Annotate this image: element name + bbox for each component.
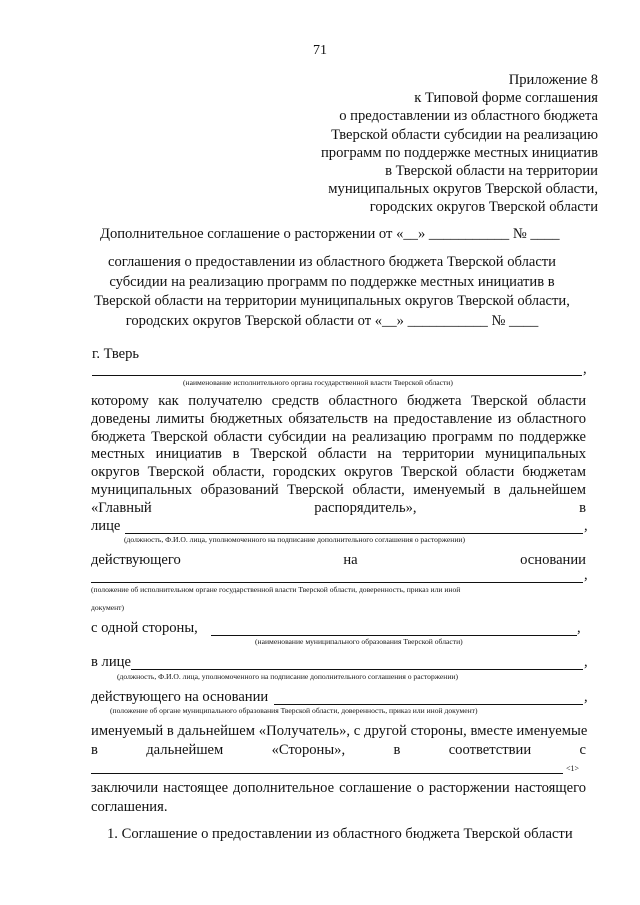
document-title: Дополнительное соглашение о расторжении от «__» ___________ № ____	[100, 226, 560, 242]
lice-label: лице	[91, 518, 121, 534]
concluded-line: соглашения.	[91, 799, 168, 815]
appendix-line: о предоставлении из областного бюджета	[339, 108, 598, 125]
glavny-row	[91, 500, 586, 517]
comma: ,	[584, 654, 588, 670]
document-subtitle	[82, 253, 582, 331]
appendix-line: в Тверской области на территории	[385, 163, 598, 180]
caption-basis-1: (положение об исполнительном органе государственной власти Тверской области, доверенность, приказ или иной	[91, 585, 461, 594]
parties-word: дальнейшем	[146, 742, 224, 758]
comma: ,	[584, 518, 588, 534]
glavny-word: в	[579, 500, 586, 516]
in-person-line	[131, 669, 583, 670]
parties-row	[91, 742, 586, 759]
comma: ,	[577, 620, 581, 636]
comma: ,	[584, 689, 588, 705]
comma: ,	[583, 361, 587, 377]
body-paragraph	[91, 393, 586, 500]
point-1: 1. Соглашение о предоставлении из областного бюджета Тверской области	[107, 826, 573, 842]
caption-municipality: (наименование муниципального образования Тверской области)	[255, 637, 463, 646]
appendix-line: программ по поддержке местных инициатив	[320, 144, 598, 161]
acting-basis-label: действующего на основании	[91, 689, 269, 705]
municipality-line	[211, 635, 577, 636]
caption-authority: (наименование исполнительного органа государственной власти Тверской области)	[183, 378, 453, 387]
subtitle-line: Тверской области на территории муниципальных округов Тверской области,	[94, 293, 570, 309]
appendix-line: к Типовой форме соглашения	[414, 90, 598, 107]
parties-word: в	[393, 742, 401, 758]
footnote-mark: <1>	[566, 764, 580, 773]
paragraph-line: бюджета Тверской области субсидии на реализацию программ по поддержке	[91, 428, 586, 445]
page-number: 71	[313, 43, 327, 58]
acting-word: на	[343, 552, 358, 568]
paragraph-line: доведены лимиты бюджетных обязательств на предоставление из областного	[91, 410, 586, 427]
paragraph-line: муниципальных образований Тверской области, именуемый в дальнейшем	[91, 481, 586, 498]
concluded-line: заключили настоящее дополнительное соглашение о расторжении настоящего	[91, 780, 586, 796]
named-line	[91, 723, 586, 740]
comma: ,	[584, 567, 588, 583]
legal-basis-line	[91, 773, 563, 774]
appendix-header	[321, 71, 598, 217]
acting-basis-line	[274, 704, 583, 705]
one-side-label: с одной стороны,	[91, 620, 198, 636]
parties-word: соответствии	[448, 742, 532, 758]
subtitle-line: городских округов Тверской области от «__» ___________ № ____	[125, 312, 539, 329]
parties-word: в	[91, 742, 98, 758]
parties-word: «Стороны»,	[271, 742, 346, 758]
lice-line	[125, 533, 583, 534]
paragraph-line: округов Тверской области, городских округов Тверской области бюджетам	[91, 464, 586, 481]
concluded-paragraph	[91, 780, 586, 798]
caption-position-1: (должность, Ф.И.О. лица, уполномоченного на подписание дополнительного соглашения о расторжении)	[124, 535, 466, 544]
appendix-line: муниципальных округов Тверской области,	[328, 181, 598, 198]
paragraph-line: которому как получателю средств областного бюджета Тверской области	[91, 393, 586, 409]
in-person-label: в лице	[91, 654, 131, 670]
glavny-word: «Главный	[91, 500, 152, 516]
subtitle-line: субсидии на реализацию программ по поддержке местных инициатив в	[109, 273, 555, 290]
acting-word: действующего	[91, 552, 181, 568]
glavny-word: распорядитель»,	[314, 500, 417, 516]
appendix-line: Тверской области субсидии на реализацию	[331, 126, 598, 143]
caption-position-2: (должность, Ф.И.О. лица, уполномоченного на подписание дополнительного соглашения о расторжении)	[117, 672, 459, 681]
subtitle-line: соглашения о предоставлении из областного бюджета Тверской области	[107, 254, 556, 270]
appendix-line: Приложение 8	[508, 72, 598, 88]
acting-word: основании	[520, 552, 586, 568]
authority-name-line	[92, 375, 582, 376]
acting-row	[91, 552, 586, 569]
paragraph-line: местных инициатив в Тверской области на территории муниципальных	[91, 446, 586, 463]
basis-line-1	[91, 582, 583, 583]
caption-basis-1-cont: документ)	[91, 603, 125, 612]
parties-word: с	[579, 742, 586, 758]
appendix-line: городских округов Тверской области	[369, 199, 598, 216]
caption-basis-2: (положение об органе муниципального образования Тверской области, доверенность, приказ или иной документ)	[110, 706, 478, 715]
city-label: г. Тверь	[92, 346, 140, 362]
named-text: именуемый в дальнейшем «Получатель», с другой стороны, вместе именуемые	[91, 723, 588, 739]
